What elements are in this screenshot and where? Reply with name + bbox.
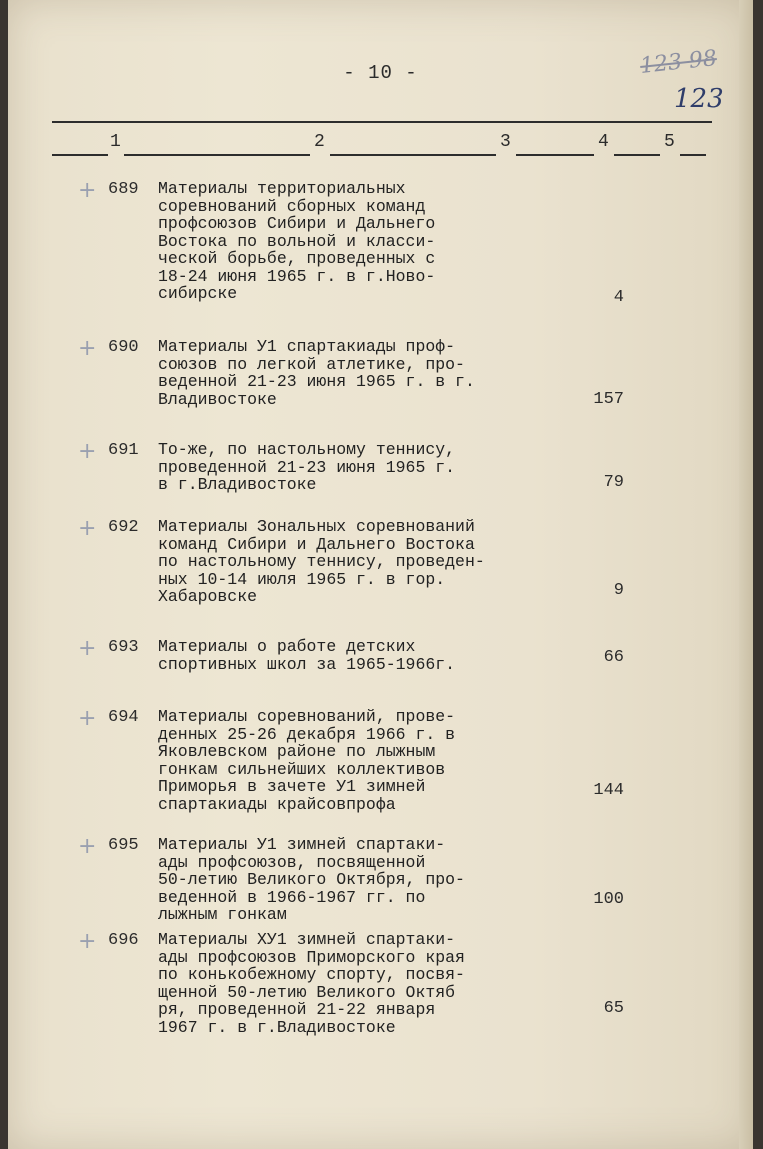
entry-sheet-count: 66 [603, 648, 624, 667]
table-top-rule [52, 121, 712, 123]
entry-number: 696 [108, 931, 139, 950]
pencil-tick-mark: + [78, 516, 97, 541]
pencil-tick-mark: + [78, 834, 97, 859]
entry-sheet-count: 65 [603, 999, 624, 1018]
pencil-tick-mark: + [78, 178, 97, 203]
entry-title: Материалы ХУ1 зимней спартаки- ады профсоюзов Приморского края по конькобежному спорту, посвя- щенной 50-летию Великого Октяб ря, проведенной 21-22 января 1967 г. в г.Владивостоке [158, 930, 465, 1037]
entry-sheet-count: 4 [613, 288, 624, 307]
entry-title: То-же, по настольному теннису, проведенной 21-23 июня 1965 г. в г.Владивостоке [158, 440, 456, 494]
entry-number: 691 [108, 441, 139, 460]
archive-page [8, 0, 753, 1149]
column-underline [614, 154, 660, 156]
entry-title: Материалы У1 спартакиады проф- союзов по легкой атлетике, про- веденной 21-23 июня 1965 г. в г. Владивостоке [158, 337, 475, 409]
column-header-2: 2 [314, 132, 325, 152]
entry-number: 692 [108, 518, 139, 537]
pencil-tick-mark: + [78, 336, 97, 361]
column-header-3: 3 [500, 132, 511, 152]
column-underline [516, 154, 594, 156]
column-header-1: 1 [110, 132, 121, 152]
column-underline [680, 154, 706, 156]
handwritten-old-folio: 123 98 [638, 46, 719, 79]
entry-title: Материалы соревнований, прове- денных 25-26 декабря 1966 г. в Яковлевском районе по лыжным гонкам сильнейших коллективов Приморья в зачете У1 зимней спартакиады крайсовпрофа [158, 707, 456, 814]
entry-sheet-count: 79 [603, 473, 624, 492]
entry-title: Материалы У1 зимней спартаки- ады профсоюзов, посвященной 50-летию Великого Октября, про- веденной в 1966-1967 гг. по лыжным гонкам [158, 835, 465, 924]
entry-sheet-count: 9 [613, 581, 624, 600]
pencil-tick-mark: + [78, 706, 97, 731]
entry-number: 689 [108, 180, 139, 199]
entry-number: 694 [108, 708, 139, 727]
entry-sheet-count: 144 [593, 781, 624, 800]
entry-title: Материалы Зональных соревнований команд Сибири и Дальнего Востока по настольному теннису, проведен- ных 10-14 июля 1965 г. в гор. Хабаровске [158, 517, 485, 606]
handwritten-folio: 123 [674, 84, 724, 114]
column-underline [330, 154, 496, 156]
entry-title: Материалы территориальных соревнований сборных команд профсоюзов Сибири и Дальнего Востока по вольной и класси- ческой борьбе, проведенных с 18-24 июня 1965 г. в г.Ново- сибирске [158, 179, 436, 303]
pencil-tick-mark: + [78, 929, 97, 954]
pencil-tick-mark: + [78, 439, 97, 464]
pencil-tick-mark: + [78, 636, 97, 661]
entry-number: 695 [108, 836, 139, 855]
entry-sheet-count: 100 [593, 890, 624, 909]
page-number: - 10 - [343, 62, 418, 84]
page-edge [739, 0, 753, 1149]
entry-sheet-count: 157 [593, 390, 624, 409]
column-header-4: 4 [598, 132, 609, 152]
column-header-5: 5 [664, 132, 675, 152]
column-underline [52, 154, 108, 156]
entry-number: 690 [108, 338, 139, 357]
entry-number: 693 [108, 638, 139, 657]
column-underline [124, 154, 310, 156]
entry-title: Материалы о работе детских спортивных школ за 1965-1966г. [158, 637, 456, 674]
